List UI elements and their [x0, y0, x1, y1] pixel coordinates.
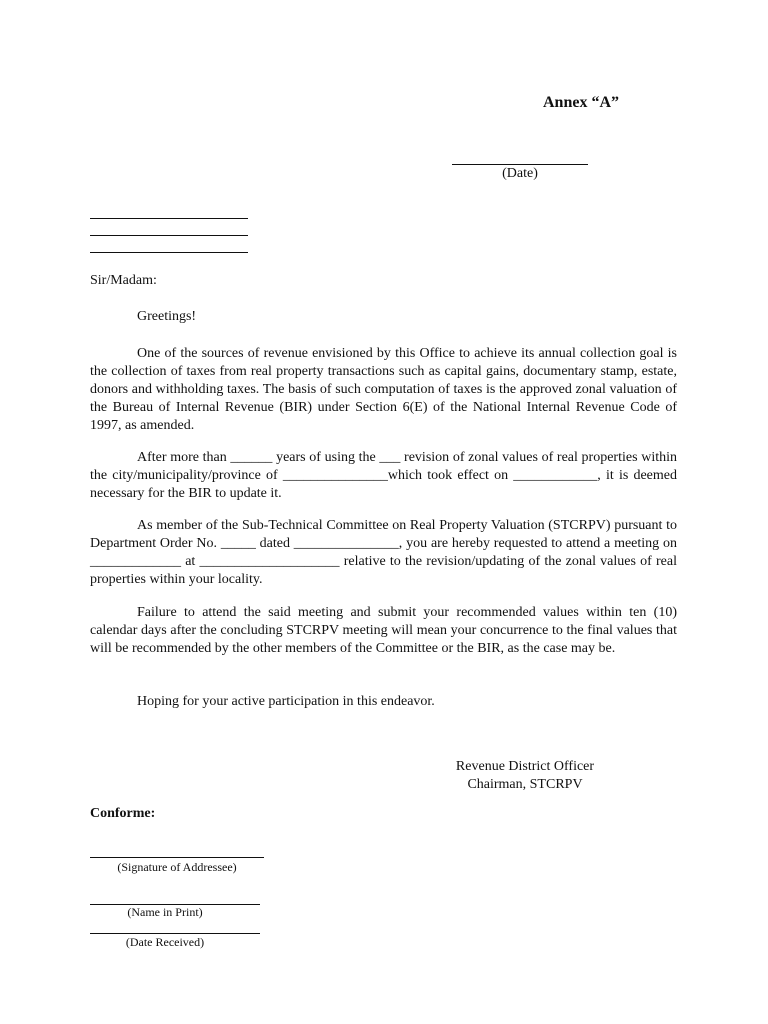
addressee-line-2	[90, 235, 248, 236]
paragraph-closing: Hoping for your active participation in this endeavor.	[137, 694, 435, 709]
paragraph-meeting-request: As member of the Sub-Technical Committee on Real Property Valuation (STCRPV) pursuant to Department Order No. _____ dated _______________, you are hereby requested to attend a meeting on _____________ at ____________________ relative to the revision/updating of the zonal values of real properties within your locality.	[90, 518, 677, 587]
signatory-block	[440, 758, 610, 794]
name-label: (Name in Print)	[127, 905, 203, 919]
date-received-line	[90, 933, 260, 934]
signature-label: (Signature of Addressee)	[117, 860, 237, 874]
paragraph-failure-notice: Failure to attend the said meeting and submit your recommended values within ten (10) calendar days after the concluding STCRPV meeting will mean your concurrence to the final values that will be recommended by the other members of the Committee or the BIR, as the case may be.	[90, 605, 677, 656]
conforme-heading: Conforme:	[90, 806, 156, 821]
salutation: Sir/Madam:	[90, 273, 157, 288]
signatory-title: Revenue District Officer	[455, 759, 595, 774]
addressee-line-1	[90, 218, 248, 219]
paragraph-revenue-sources: One of the sources of revenue envisioned by this Office to achieve its annual collection goal is the collection of taxes from real property transactions such as capital gains, documentary stamp, estate, donors and withholding taxes. The basis of such computation of taxes is the approved zonal valuation of the Bureau of Internal Revenue (BIR) under Section 6(E) of the National Internal Revenue Code of 1997, as amended.	[90, 346, 677, 433]
paragraph-revision-years: After more than ______ years of using the ___ revision of zonal values of real properties within the city/municipality/province of _______________which took effect on ____________, it is deemed necessary for the BIR to update it.	[90, 450, 677, 501]
date-label: (Date)	[502, 166, 538, 181]
signatory-position: Chairman, STCRPV	[467, 777, 583, 792]
date-line	[452, 164, 588, 165]
date-received-label: (Date Received)	[125, 935, 205, 949]
annex-title: Annex “A”	[543, 94, 620, 111]
addressee-line-3	[90, 252, 248, 253]
signature-line	[90, 857, 264, 858]
greeting: Greetings!	[137, 309, 197, 324]
